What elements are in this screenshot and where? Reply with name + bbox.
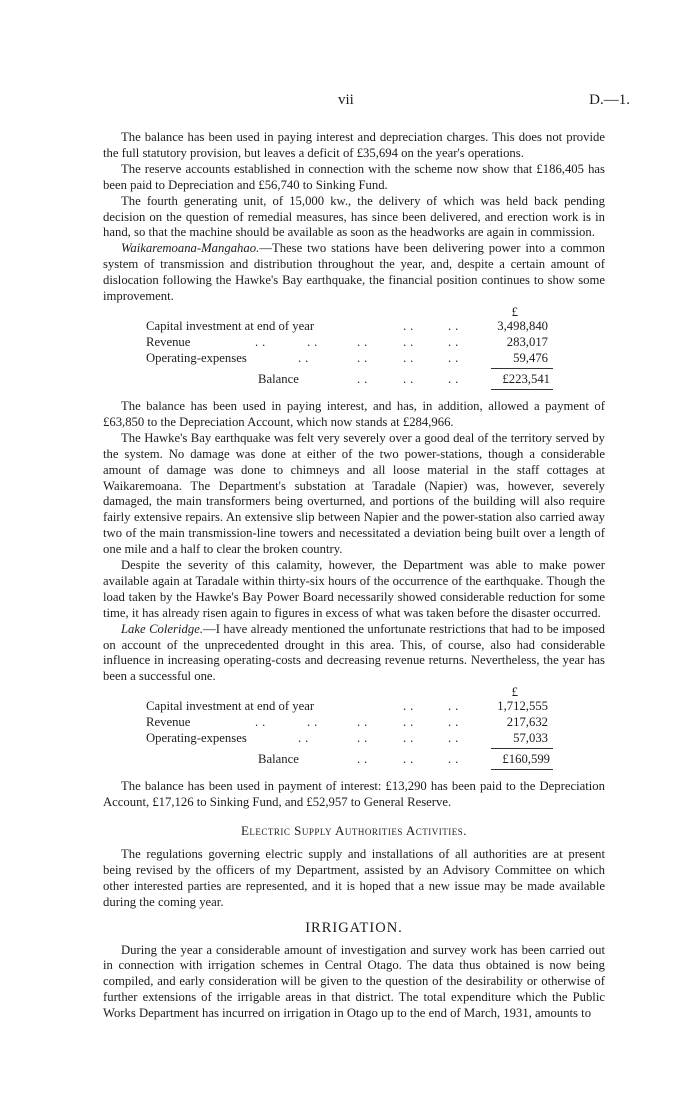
table-row-label: Operating-expenses bbox=[146, 731, 247, 746]
paragraph: The balance has been used in payment of interest: £13,290 has been paid to the Depreciation Account, £17,126 to Sinking Fund, and £52,957 to General Reserve. bbox=[103, 779, 605, 810]
financial-table-coleridge: £ Capital investment at end of year .. .. 1,712,555 Revenue .. .. .. .. .. 217,632 Operating-expenses .. .. .. .. 57,033 Balance .. .. .. £160,599 bbox=[103, 685, 605, 771]
paragraph-coleridge bbox=[103, 622, 605, 686]
paragraph: The balance has been used in paying interest, and has, in addition, allowed a payment of £63,850 to the Depreciation Account, which now stands at £284,966. bbox=[103, 398, 605, 429]
section-heading-irrigation: IRRIGATION. bbox=[305, 919, 403, 936]
balance-value: £223,541 bbox=[502, 371, 550, 386]
section-text: —I have already mentioned the unfortunate restrictions that had to be imposed on account of the unprecedented drought in this area. This, of course, also had considerable influence in increasing operating-costs and decreasing revenue returns. Nevertheless, the year has been a successful one. bbox=[103, 621, 605, 684]
paragraph: During the year a considerable amount of investigation and survey work has been carried out in connection with irrigation schemes in Central Otago. The data thus obtained is now being compiled, and early consideration will be given to the question of the desirability or otherwise of further extensions of the irrigable areas in that district. The total expenditure which the Public Works Department has incurred on irrigation in Otago up to the end of March, 1931, amounts to bbox=[103, 942, 605, 1021]
sum-rule bbox=[491, 368, 553, 369]
table-row-label: Operating-expenses bbox=[146, 350, 247, 365]
body-text bbox=[103, 130, 605, 1022]
table-row-value: 1,712,555 bbox=[497, 699, 548, 714]
table-row-value: 59,476 bbox=[513, 350, 548, 365]
paragraph: Despite the severity of this calamity, however, the Department was able to make power available again at Taradale within thirty-six hours of the occurrence of the earthquake. Though the load taken by the Hawke's Bay Power Board necessarily showed considerable reduction for some time, it has already risen again to figures in excess of what was taken before the disaster occurred. bbox=[103, 558, 605, 620]
sum-rule bbox=[491, 748, 553, 749]
currency-symbol: £ bbox=[511, 304, 518, 319]
paragraph: The reserve accounts established in connection with the scheme now show that £186,405 has been paid to Depreciation and £56,740 to Sinking Fund. bbox=[103, 161, 605, 192]
paragraph: The balance has been used in paying interest and depreciation charges. This does not provide the full statutory provision, but leaves a deficit of £35,694 on the year's operations. bbox=[103, 130, 605, 160]
paragraph: The Hawke's Bay earthquake was felt very severely over a good deal of the territory served by the system. No damage was done at either of the two power-stations, though a considerable amount of damage was done to chimneys and all loose material in the staff cottages at Waikaremoana. The Department's substation at Taradale (Napier) was, however, severely damaged, the main transformers being overturned, and portions of the building will also require fairly extensive repairs. An extensive slip between Napier and the power-station also carried away two of the main transmission-line towers and necessitated a deviation being built over a length of one mile and a half to clear the broken country. bbox=[103, 430, 605, 557]
sum-rule bbox=[491, 769, 553, 770]
table-row-value: 217,632 bbox=[506, 715, 548, 730]
paragraph-waikaremoana bbox=[103, 241, 605, 305]
balance-label: Balance bbox=[258, 752, 299, 767]
table-row-label: Capital investment at end of year bbox=[146, 699, 315, 714]
section-title-waikaremoana: Waikaremoana-Mangahao. bbox=[121, 241, 260, 256]
page-header bbox=[0, 92, 700, 114]
table-row-value: 3,498,840 bbox=[497, 318, 548, 333]
section-text: —These two stations have been delivering power into a common system of transmission and distribution throughout the year, and, despite a certain amount of dislocation following the Hawke's Bay earthquake, the financial position continues to show some improvement. bbox=[103, 241, 605, 304]
document-reference: D.—1. bbox=[589, 92, 630, 108]
table-row-label: Revenue bbox=[146, 334, 191, 349]
page-number: vii bbox=[338, 92, 354, 108]
table-row-value: 57,033 bbox=[513, 731, 548, 746]
table-row-label: Capital investment at end of year bbox=[146, 318, 315, 333]
sum-rule bbox=[491, 389, 553, 390]
financial-table-waikaremoana: £ Capital investment at end of year .. .. 3,498,840 Revenue .. .. .. .. .. 283,017 Operating-expenses .. .. .. .. 59,476 Balance .. .. .. £223,541 bbox=[103, 305, 605, 391]
paragraph: The regulations governing electric supply and installations of all authorities are at present being revised by the officers of my Department, assisted by an Advisory Committee on which other interested parties are represented, and it is hoped that a new issue may be made available during the coming year. bbox=[103, 847, 605, 909]
balance-value: £160,599 bbox=[502, 752, 550, 767]
section-heading-electric-supply: Electric Supply Authorities Activities. bbox=[240, 823, 468, 839]
balance-label: Balance bbox=[258, 371, 299, 386]
table-row-value: 283,017 bbox=[506, 334, 548, 349]
section-title-coleridge: Lake Coleridge. bbox=[121, 621, 204, 636]
paragraph: The fourth generating unit, of 15,000 kw., the delivery of which was held back pending decision on the question of remedial measures, has since been delivered, and erection work is in hand, so that the machine should be available as soon as the headworks are again in commission. bbox=[103, 193, 605, 240]
table-row-label: Revenue bbox=[146, 715, 191, 730]
currency-symbol: £ bbox=[511, 685, 518, 700]
